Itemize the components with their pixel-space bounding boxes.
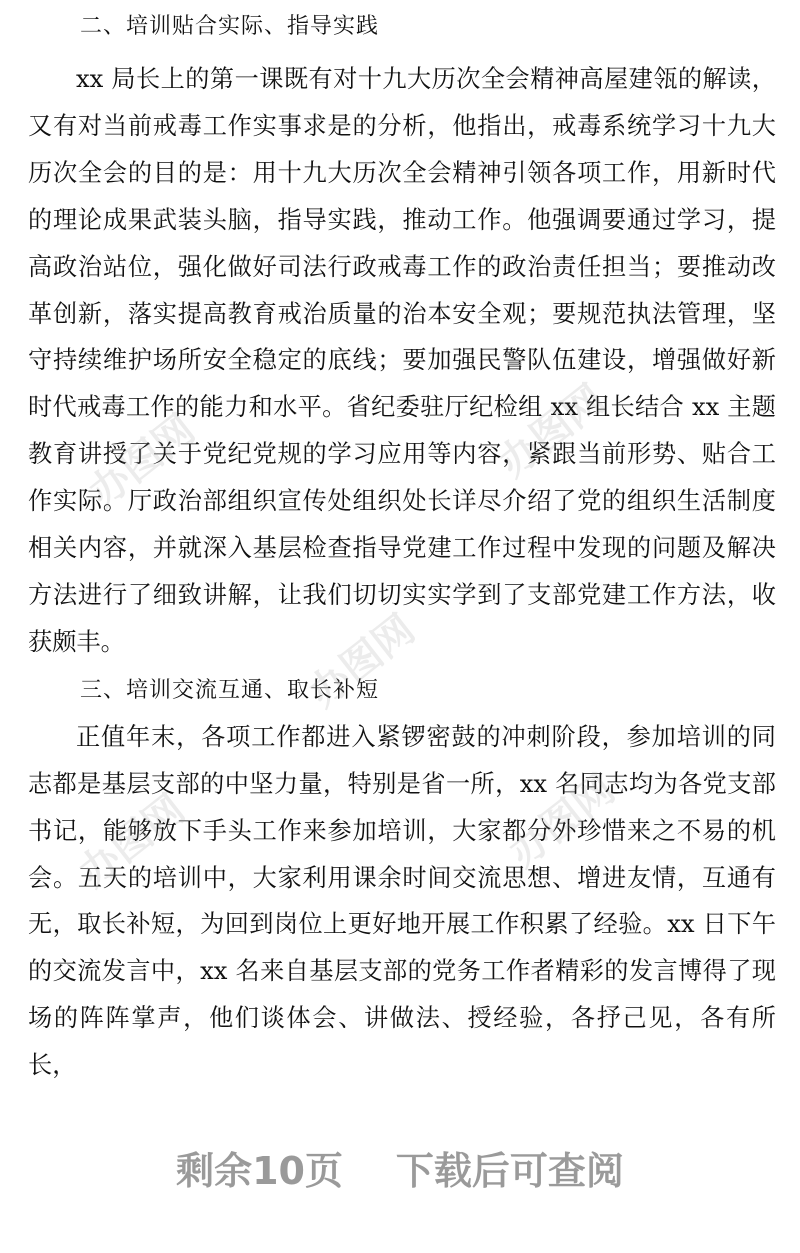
watermark: 办图网 — [490, 376, 614, 487]
watermark: 办图网 — [500, 766, 624, 877]
watermark: 办图网 — [80, 406, 204, 517]
remaining-pages-label: 剩余10页 — [176, 1149, 343, 1193]
download-prompt[interactable] — [0, 1140, 800, 1195]
section-heading-2: 二、培训贴合实际、指导实践 — [80, 14, 380, 39]
watermark: 办图网 — [70, 786, 194, 897]
watermark: 办图网 — [300, 606, 424, 717]
section-heading-3: 三、培训交流互通、取长补短 — [80, 677, 380, 703]
document-page — [28, 8, 776, 1089]
section-paragraph-3: 正值年末，各项工作都进入紧锣密鼓的冲刺阶段，参加培训的同志都是基层支部的中坚力量，特别是省一所，xx 名同志均为各党支部书记，能够放下手头工作来参加培训，大家都分外珍惜来之不易的机会。五天的培训中，大家利用课余时间交流思想、增进友情，互通有无，取长补短，为回到岗位上更好地开展工作积累了经验。xx 日下午的交流发言中，xx 名来自基层支部的党务工作者精彩的发言博得了现场的阵阵掌声，他们谈体会、讲做法、授经验，各抒己见，各有所长， — [28, 722, 776, 1080]
section-paragraph-2: xx 局长上的第一课既有对十九大历次全会精神高屋建瓴的解读，又有对当前戒毒工作实事求是的分析，他指出，戒毒系统学习十九大历次全会的目的是：用十九大历次全会精神引领各项工作，用新时代的理论成果武装头脑，指导实践，推动工作。他强调要通过学习，提高政治站位，强化做好司法行政戒毒工作的政治责任担当；要推动改革创新，落实提高教育戒治质量的治本安全观；要规范执法管理，坚守持续维护场所安全稳定的底线；要加强民警队伍建设，增强做好新时代戒毒工作的能力和水平。省纪委驻厅纪检组 xx 组长结合 xx 主题教育讲授了关于党纪党规的学习应用等内容，紧跟当前形势、贴合工作实际。厅政治部组织宣传处组织处长详尽介绍了党的组织生活制度相关内容，并就深入基层检查指导党建工作过程中发现的问题及解决方法进行了细致讲解，让我们切切实实学到了支部党建工作方法，收获颇丰。 — [28, 65, 776, 656]
download-label: 下载后可查阅 — [395, 1149, 624, 1193]
